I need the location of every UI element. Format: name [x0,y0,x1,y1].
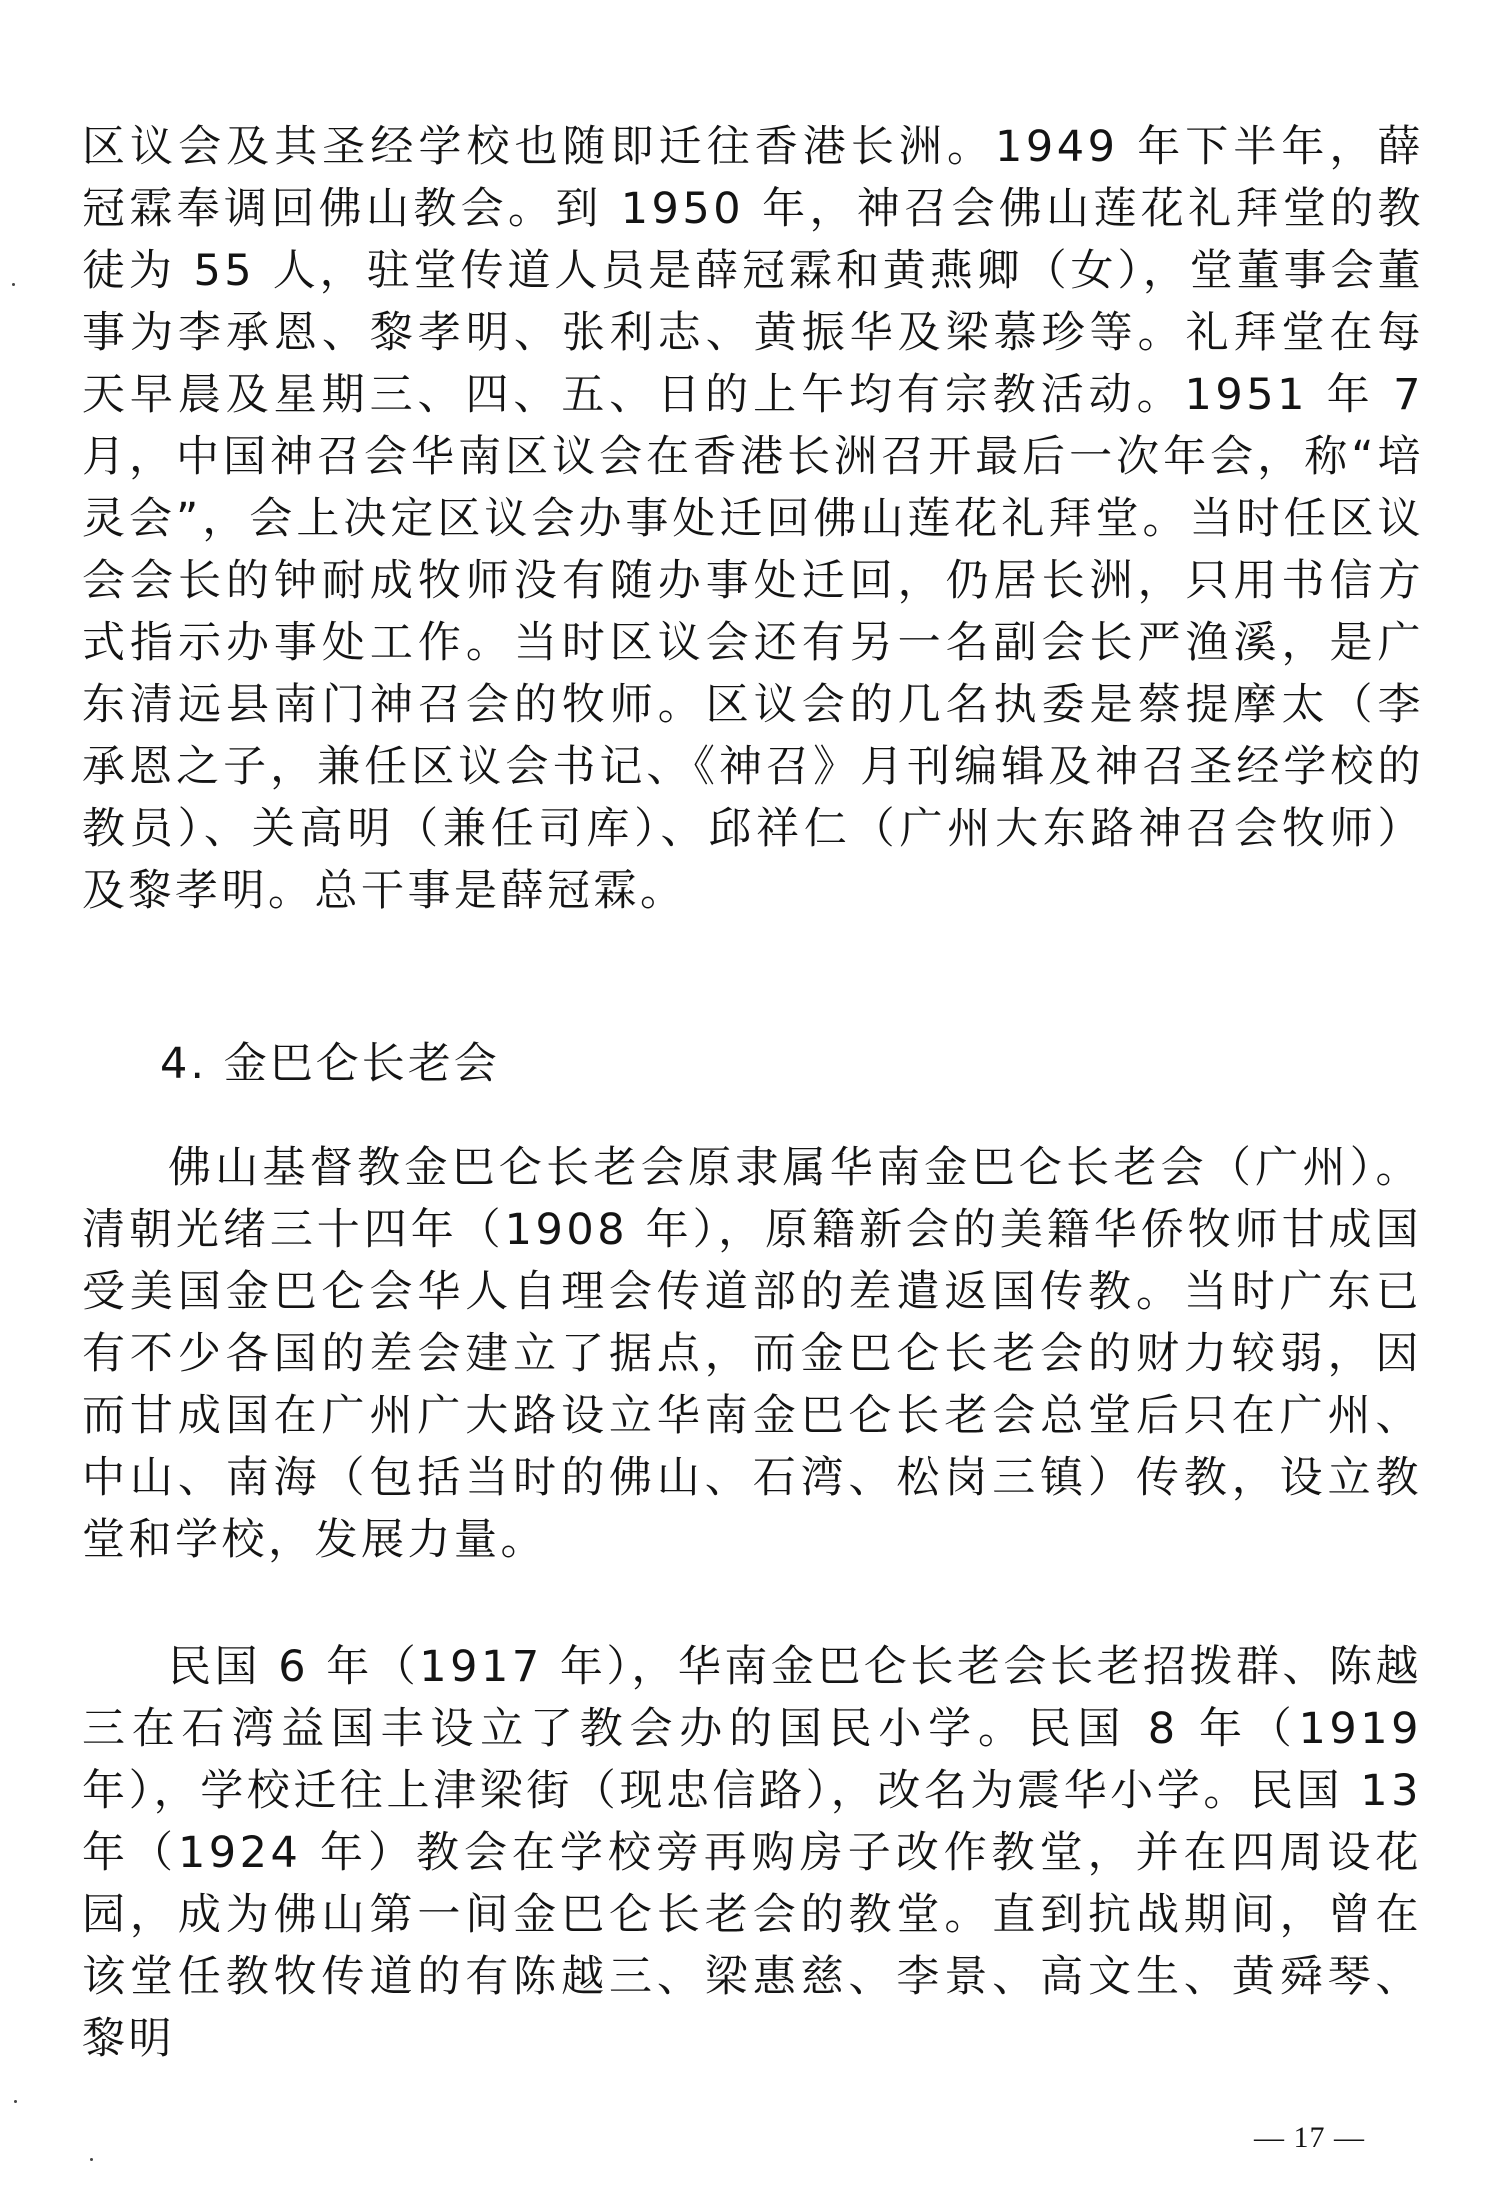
paragraph-republic-era: 民国 6 年（1917 年），华南金巴仑长老会长老招拨群、陈越三在石湾益国丰设立了教会办的国民小学。民国 8 年（1919 年），学校迁往上津梁街（现忠信路），改名为震华小学。民国 13 年（1924 年）教会在学校旁再购房子改作教堂，并在四周设花园，成为佛山第一间金巴仑长老会的教堂。直到抗战期间，曾在该堂任教牧传道的有陈越三、梁惠慈、李景、高文生、黄舜琴、黎明 [82,1642,1422,2064]
page-number: — 17 — [1254,2121,1365,2154]
scan-speck [14,2100,17,2103]
scan-speck [12,283,15,286]
scan-speck [90,2158,93,2161]
paragraph-cumberland-origin: 佛山基督教金巴仑长老会原隶属华南金巴仑长老会（广州）。清朝光绪三十四年（1908 年），原籍新会的美籍华侨牧师甘成国受美国金巴仑会华人自理会传道部的差遣返国传教。当时广东已有不少各国的差会建立了据点，而金巴仑长老会的财力较弱，因而甘成国在广州广大路设立华南金巴仑长老会总堂后只在广州、中山、南海（包括当时的佛山、石湾、松岗三镇）传教，设立教堂和学校，发展力量。 [82,1143,1422,1565]
section-heading: 4. 金巴仑长老会 [160,1039,500,1089]
paragraph-continuation: 区议会及其圣经学校也随即迁往香港长洲。1949 年下半年，薛冠霖奉调回佛山教会。到 1950 年，神召会佛山莲花礼拜堂的教徒为 55 人，驻堂传道人员是薛冠霖和黄燕卿（女），堂董事会董事为李承恩、黎孝明、张利志、黄振华及梁慕珍等。礼拜堂在每天早晨及星期三、四、五、日的上午均有宗教活动。1951 年 7 月，中国神召会华南区议会在香港长洲召开最后一次年会，称“培灵会”，会上决定区议会办事处迁回佛山莲花礼拜堂。当时任区议会会长的钟耐成牧师没有随办事处迁回，仍居长洲，只用书信方式指示办事处工作。当时区议会还有另一名副会长严渔溪，是广东清远县南门神召会的牧师。区议会的几名执委是蔡提摩太（李承恩之子，兼任区议会书记、《神召》月刊编辑及神召圣经学校的教员）、关高明（兼任司库）、邱祥仁（广州大东路神召会牧师）及黎孝明。总干事是薛冠霖。 [82,122,1424,916]
